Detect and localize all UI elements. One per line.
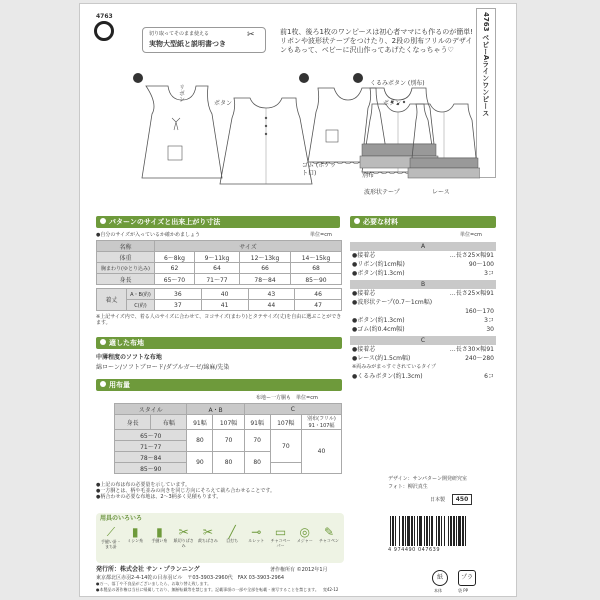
chalk-paper-icon: ▭ チャコペーパー — [270, 525, 291, 548]
size-note: ●自分のサイズが入っているか確かめましょう — [96, 232, 200, 238]
product-code: 4763 — [96, 13, 113, 20]
barcode-bar — [424, 516, 425, 546]
variant-b-letter: B — [307, 60, 311, 66]
barcode-bar — [411, 516, 413, 546]
variant-b-badge — [299, 73, 309, 83]
length-label: 着丈 — [97, 289, 127, 311]
barcode-bar — [426, 516, 428, 546]
barcode-bar — [390, 516, 391, 546]
table-row: 78〜84 90 80 80 — [115, 452, 342, 463]
barcode-bar — [392, 516, 394, 546]
barcode-bar — [429, 516, 430, 546]
chalk-pen-icon: ✎ チャコペン — [319, 525, 339, 543]
barcode-bar — [438, 516, 440, 546]
awl-icon: ╱ 目打ち — [226, 525, 239, 543]
list-item: ※両みみがまっすぐされているタイプ — [352, 364, 436, 370]
needle-icon: ⟋ 手縫い針・まち針 — [101, 525, 121, 549]
scissors-icon: ✂ — [247, 30, 255, 40]
list-item: ●レース(約1.5cm幅) 240〜280 — [352, 355, 494, 362]
list-item: ●ゴム(約0.4cm幅) 30 — [352, 326, 494, 333]
label-button-a: ボタン — [214, 100, 233, 107]
list-item: ●くるみボタン(約1.3cm) 6コ — [352, 373, 494, 380]
size-section-header — [96, 216, 340, 228]
variant-c-badge — [353, 73, 363, 83]
usage-col-ab: A・B — [187, 404, 244, 415]
measure-icon: ◎ メジャー — [296, 525, 313, 543]
tools-panel — [96, 513, 344, 563]
size-table — [96, 240, 342, 285]
list-item: ●リボン(約1cm幅) 90〜100 — [352, 261, 494, 268]
label-lace: レース — [432, 189, 450, 196]
table-row: 85〜90 — [115, 463, 342, 474]
materials-header — [350, 216, 496, 228]
barcode-bar — [405, 516, 406, 546]
variant-a-letter: A — [141, 60, 145, 66]
barcode-bar — [407, 516, 410, 546]
variant-c-illustration — [353, 73, 480, 178]
tools-title: 用具のいろいろ — [100, 515, 143, 522]
barcode-bar — [431, 516, 433, 546]
label-button-b: ボタン — [383, 100, 402, 107]
tag-line2: 実物大型紙と説明書つき — [149, 40, 226, 48]
fabric-type: 中薄程度のソフトな布地 — [96, 354, 162, 361]
barcode — [388, 516, 494, 546]
size-header-size: サイズ — [155, 241, 342, 252]
publisher-name: 発行所：株式会社 サン・プランニング — [96, 566, 200, 573]
variant-a-illustration — [133, 73, 312, 184]
plastic-recycle-icon: プラ — [458, 570, 476, 586]
table-row: 65〜70 80 70 70 70 40 — [115, 430, 342, 441]
tracing-wheel-icon: ⊸ ルレット — [248, 525, 265, 543]
table-row: 着丈 A・B(約) 36 40 43 46 — [97, 289, 342, 300]
size-footnote: ※上記サイズ内で、着る人のサイズに合わせて、ヨコサイズ(まわり)とタテサイズ(丈)を自由に選ぶことができます。 — [96, 314, 342, 326]
materials-list — [350, 242, 496, 381]
list-item: 160〜170 — [465, 308, 494, 315]
barcode-bar — [458, 516, 461, 546]
recycle-label-bag: 袋 PP — [458, 588, 469, 593]
barcode-bar — [448, 516, 449, 546]
variant-c-letter: C — [361, 60, 365, 66]
fabric-list: 綿ローン/ソフトブロード/ダブルガーゼ/綿麻/先染 — [96, 364, 230, 371]
hand-thread-icon: ▮ 手縫い糸 — [151, 525, 168, 543]
barcode-bar — [444, 516, 445, 546]
barcode-bar — [402, 516, 404, 546]
usage-unit: 布地ー一方胴も 単位=cm — [256, 395, 318, 401]
list-item: ●接着芯 …長さ30×幅91 — [352, 346, 494, 353]
fabric-section-header — [96, 337, 342, 349]
tag-line1: 切り取ってそのまま使える — [149, 31, 210, 37]
pattern-tag — [142, 27, 266, 53]
barcode-bar — [465, 516, 466, 546]
table-row: 体重 6〜8kg 9〜11kg 12〜13kg 14〜15kg — [97, 252, 342, 263]
barcode-bar — [419, 516, 422, 546]
publisher-note1: ●万一、落丁や不良品がございましたら、お取り替え致します。 — [96, 581, 212, 586]
barcode-bar — [462, 516, 464, 546]
barcode-bar — [414, 516, 415, 546]
label-ribbon: リボン — [177, 84, 185, 102]
materials-unit: 単位=cm — [460, 232, 482, 238]
list-item: ●波形状テープ(0.7〜1cm幅) — [352, 299, 433, 306]
intro-text: 前1枚、後ろ1枚のワンピースは初心者ママにも作るのが簡単! リボンや波形状テープをつけたり、2段の別布フリルのデザインもあって、ベビーに沢山作ってあげたくなっちゃう♡ — [280, 28, 474, 54]
barcode-bar — [456, 516, 457, 546]
made-in-japan: 日本製 — [430, 497, 446, 503]
materials-group-b: B — [350, 280, 496, 289]
barcode-bar — [441, 516, 442, 546]
pattern-envelope — [79, 3, 517, 597]
table-row: C(約) 37 41 44 47 — [97, 300, 342, 311]
materials-group-a: A — [350, 242, 496, 251]
hole-circle — [94, 21, 114, 41]
barcode-bar — [453, 516, 455, 546]
recycle-label-body: 本体 — [434, 588, 442, 593]
thread-icon: ▮ ミシン糸 — [127, 525, 144, 543]
list-item: ●ボタン(約1.3cm) 3コ — [352, 270, 494, 277]
materials-group-c: C — [350, 336, 496, 345]
label-wave-tape: 波形状テープ — [364, 189, 400, 196]
size-header-name: 名称 — [97, 241, 155, 252]
materials-title: 必要な材料 — [363, 218, 398, 226]
paper-scissors-icon: ✂ 紙切りばさみ — [173, 525, 194, 548]
credit-design: デザイン：サンパターン開発研究室 — [388, 476, 467, 482]
side-title: 4763 ベビーAラインワンピース — [481, 12, 490, 117]
credit-photo: フォト：柳沢真生 — [388, 484, 428, 490]
price-box: 450 — [452, 494, 472, 505]
usage-col-width: 布幅 — [151, 415, 187, 430]
tools-row — [100, 525, 340, 561]
usage-section-title: 用布量 — [109, 381, 130, 389]
label-elastic: ゴム (ポケット口) — [302, 162, 336, 177]
size-unit: 単位=cm — [310, 232, 332, 238]
barcode-bar — [395, 516, 396, 546]
publisher-note2: ●本製品の著作権は当社に帰属しており、無断転載等を禁じます。記載事項の一部や全部を転載・複写することを禁じます。 変42-12 — [96, 587, 339, 592]
paper-recycle-icon: 紙 — [432, 570, 448, 586]
barcode-bar — [417, 516, 418, 546]
usage-notes: ●上記の布は布の必要量を示しています。 ●一方胴とは、柄や毛並みの向きを同じ方向にそろえて裁ち合わせることです。 ●柄合わせの必要な布地は、2〜3柄多く見積もります。 — [96, 482, 275, 500]
table-row: 71〜77 — [115, 441, 342, 452]
label-contrast-fabric: 別布 — [362, 172, 375, 179]
barcode-bar — [450, 516, 452, 546]
length-table — [96, 288, 342, 311]
table-row: 胸まわり(ゆとり込み) 62 64 66 68 — [97, 263, 342, 274]
publisher-address: 東京都北区赤羽2-4-14乾の目赤羽ビル 〒03-3903-2960代 FAX 03-3903-2964 — [96, 575, 285, 581]
usage-section-header — [96, 379, 342, 391]
barcode-bar — [436, 516, 437, 546]
barcode-number: 4 974490 047639 — [388, 547, 441, 553]
fabric-section-title: 適した布地 — [109, 339, 144, 347]
barcode-bar — [399, 516, 400, 546]
copyright: 著作権所有 ©2012年1月 — [270, 567, 328, 573]
usage-col-c: C — [244, 404, 341, 415]
list-item: ●接着芯 …長さ25×幅91 — [352, 290, 494, 297]
size-section-title: パターンのサイズと出来上がり寸法 — [109, 218, 221, 226]
label-covered-button: くるみボタン (別布) — [370, 80, 425, 87]
variant-a-badge — [133, 73, 143, 83]
usage-table: スタイル A・B C 身長 布幅 91幅 107幅 91幅 107幅 別布(フリル) 91・107幅 65〜70 80 70 70 70 40 71〜77 78〜84 90 80 80 85〜90 — [114, 403, 342, 474]
table-row: 身長 65〜70 71〜77 78〜84 85〜90 — [97, 274, 342, 285]
fabric-scissors-icon: ✂ 裁ちばさみ — [197, 525, 218, 543]
usage-col-height: 身長 — [115, 415, 151, 430]
list-item: ●接着芯 …長さ25×幅91 — [352, 252, 494, 259]
list-item: ●ボタン(約1.3cm) 3コ — [352, 317, 494, 324]
usage-col-style: スタイル — [115, 404, 187, 415]
